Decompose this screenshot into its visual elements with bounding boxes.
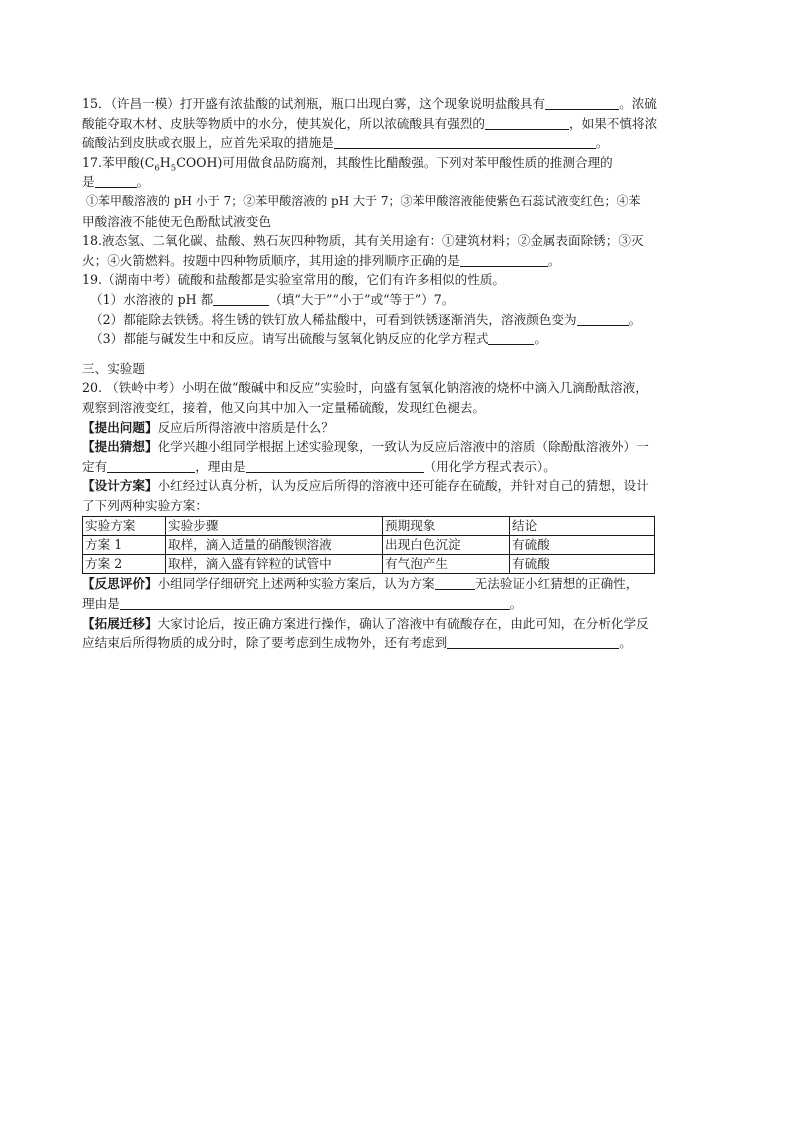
answer-blank[interactable] bbox=[334, 135, 596, 149]
q19-stem: 19.（湖南中考）硫酸和盐酸都是实验室常用的酸，它们有许多相似的性质。 bbox=[82, 272, 506, 288]
q19-part-2: （2）都能除去铁锈。将生锈的铁钉放人稀盐酸中，可看到铁锈逐渐消失，溶液颜色变为 。 bbox=[90, 311, 642, 327]
table-cell: 方案 2 bbox=[83, 555, 166, 574]
answer-blank[interactable] bbox=[447, 635, 619, 649]
table-cell: 取样，滴入适量的硝酸钡溶液 bbox=[166, 536, 383, 555]
q20-reflect-cont: 理由是 。 bbox=[82, 596, 523, 612]
q20-line-1: 20. （铁岭中考）小明在做“酸碱中和反应”实验时，向盛有氢氧化钠溶液的烧杯中滴入几滴酚酞溶液， bbox=[82, 380, 648, 396]
answer-blank[interactable] bbox=[488, 331, 534, 345]
question-19 bbox=[82, 270, 714, 348]
q17-line-2: 是 。 bbox=[82, 174, 150, 190]
answer-blank[interactable] bbox=[213, 292, 269, 306]
q15-line-3: 硫酸沾到皮肤或衣服上，应首先采取的措施是 。 bbox=[82, 135, 609, 151]
answer-blank[interactable] bbox=[107, 459, 195, 473]
table-row bbox=[83, 536, 655, 555]
q18-line-1: 18.液态氢、二氧化碳、盐酸、熟石灰四种物质，其有关用途有：①建筑材料；②金属表面除锈；③灭 bbox=[82, 233, 644, 249]
table-header-cell: 结论 bbox=[510, 517, 655, 536]
q19-part-3: （3）都能与碱发生中和反应。请写出硫酸与氢氧化钠反应的化学方程式 。 bbox=[90, 331, 548, 347]
answer-blank[interactable] bbox=[577, 312, 629, 326]
table-cell: 有气泡产生 bbox=[383, 555, 510, 574]
q17-line-1: 17.苯甲酸$(C_6H_5COOH)$可用做食品防腐剂，其酸性比醋酸强。下列对苯甲酸性质的推测合理的 bbox=[82, 154, 613, 174]
q20-guess-cont: 定有 ，理由是 （用化学方程式表示）。 bbox=[82, 458, 556, 474]
section-title: 三、实验题 bbox=[82, 360, 145, 376]
answer-blank[interactable] bbox=[95, 174, 137, 188]
worksheet bbox=[82, 94, 714, 653]
q20-extend: 【拓展迁移】大家讨论后，按正确方案进行操作，确认了溶液中有硫酸存在，由此可知，在分析化学反 bbox=[82, 615, 649, 631]
question-18 bbox=[82, 231, 714, 270]
q20-line-2: 观察到溶液变红，接着，他又向其中加入一定量稀硫酸，发现红色褪去。 bbox=[82, 399, 485, 415]
q15-line-2: 酸能夺取木材、皮肤等物质中的水分，使其炭化，所以浓硫酸具有强烈的 ，如果不慎将浓 bbox=[82, 115, 658, 131]
table-header-cell: 实验步骤 bbox=[166, 517, 383, 536]
table-header-cell: 实验方案 bbox=[83, 517, 166, 536]
answer-blank[interactable] bbox=[460, 253, 548, 267]
table-cell: 取样，滴入盛有锌粒的试管中 bbox=[166, 555, 383, 574]
question-15 bbox=[82, 94, 714, 153]
table-cell: 方案 1 bbox=[83, 536, 166, 555]
table-cell: 有硫酸 bbox=[510, 555, 655, 574]
answer-blank[interactable] bbox=[435, 576, 475, 590]
q18-line-2: 火；④火箭燃料。按题中四种物质顺序，其用途的排列顺序正确的是 。 bbox=[82, 252, 561, 268]
answer-blank[interactable] bbox=[246, 459, 424, 473]
q20-ask: 【提出问题】反应后所得溶液中溶质是什么？ bbox=[82, 419, 334, 435]
table-cell: 有硫酸 bbox=[510, 536, 655, 555]
table-header-row bbox=[83, 517, 655, 536]
table-cell: 出现白色沉淀 bbox=[383, 536, 510, 555]
q17-options-cont: 甲酸溶液不能使无色酚酞试液变色 bbox=[82, 213, 271, 229]
q20-design: 【设计方案】小红经过认真分析，认为反应后所得的溶液中还可能存在硫酸，并针对自己的猜想，设计 bbox=[82, 478, 649, 494]
q20-extend-cont: 应结束后所得物质的成分时，除了要考虑到生成物外，还有考虑到 。 bbox=[82, 635, 632, 651]
table-row bbox=[83, 555, 655, 574]
q17-options: ①苯甲酸溶液的 pH 小于 7；②苯甲酸溶液的 pH 大于 7；③苯甲酸溶液能使紫色石蕊试液变红色；④苯 bbox=[86, 193, 641, 208]
table-header-cell: 预期现象 bbox=[383, 517, 510, 536]
q20-design-cont: 了下列两种实验方案： bbox=[82, 497, 208, 513]
answer-blank[interactable] bbox=[485, 116, 569, 130]
question-17 bbox=[82, 153, 714, 231]
question-20 bbox=[82, 378, 714, 653]
q15-line-1: 15．（许昌一模）打开盛有浓盐酸的试剂瓶，瓶口出现白雾，这个现象说明盐酸具有 。浓硫 bbox=[82, 96, 657, 111]
experiment-table bbox=[82, 516, 655, 574]
q20-reflect: 【反思评价】小组同学仔细研究上述两种实验方案后，认为方案 无法验证小红猜想的正确性， bbox=[82, 576, 639, 592]
q20-guess: 【提出猜想】化学兴趣小组同学根据上述实验现象，一致认为反应后溶液中的溶质（除酚酞溶液外）一 bbox=[82, 439, 649, 455]
q19-part-1: （1）水溶液的 pH 都 （填“大于”“小于”或“等于”）7。 bbox=[90, 291, 455, 307]
answer-blank[interactable] bbox=[120, 596, 510, 610]
answer-blank[interactable] bbox=[545, 96, 619, 110]
